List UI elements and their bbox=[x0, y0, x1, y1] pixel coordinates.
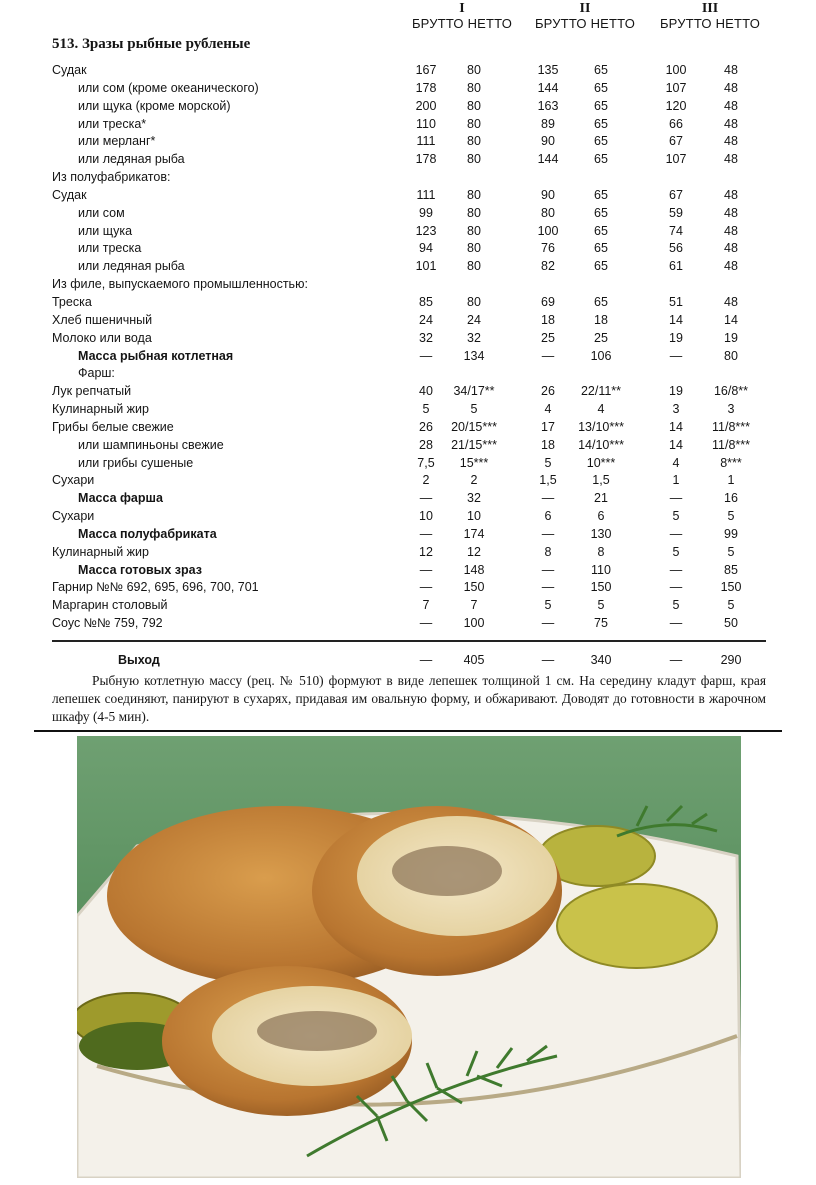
ingredient-value: 100 bbox=[537, 223, 559, 238]
table-row bbox=[0, 508, 816, 526]
yield-value: 405 bbox=[463, 653, 485, 667]
ingredient-value: — bbox=[419, 580, 433, 595]
yield-value: — bbox=[419, 653, 433, 667]
ingredient-name: Молоко или вода bbox=[52, 330, 152, 345]
table-row bbox=[0, 490, 816, 508]
ingredient-name: Соус №№ 759, 792 bbox=[52, 616, 163, 631]
ingredient-value: 123 bbox=[415, 223, 437, 238]
yield-row bbox=[0, 650, 816, 670]
ingredient-value: 5 bbox=[672, 509, 680, 524]
ingredient-value: 48 bbox=[724, 80, 738, 95]
ingredient-value: 66 bbox=[669, 116, 683, 131]
ingredient-value: 80 bbox=[467, 187, 481, 202]
ingredient-value: 7 bbox=[422, 598, 430, 613]
ingredient-value: 2 bbox=[470, 473, 478, 488]
ingredient-value: 111 bbox=[416, 134, 436, 149]
ingredient-value: 111 bbox=[416, 187, 436, 202]
ingredient-name: Из полуфабрикатов: bbox=[52, 170, 171, 185]
ingredient-value: 24 bbox=[419, 312, 433, 327]
yield-value: — bbox=[669, 653, 683, 667]
ingredient-value: 150 bbox=[720, 580, 742, 595]
ingredient-value: 4 bbox=[597, 402, 605, 417]
ingredient-value: 3 bbox=[672, 402, 680, 417]
ingredient-value: 65 bbox=[594, 152, 608, 167]
ingredient-value: 80 bbox=[541, 205, 555, 220]
ingredient-value: 5 bbox=[470, 402, 478, 417]
ingredient-value: 80 bbox=[467, 80, 481, 95]
table-row bbox=[0, 133, 816, 151]
ingredient-value: 74 bbox=[669, 223, 683, 238]
ingredient-value: 26 bbox=[419, 419, 433, 434]
divider bbox=[34, 730, 782, 732]
ingredient-value: — bbox=[669, 491, 683, 506]
ingredient-value: 94 bbox=[419, 241, 433, 256]
table-row bbox=[0, 455, 816, 473]
table-row bbox=[0, 294, 816, 312]
ingredient-name: или треска* bbox=[78, 116, 147, 131]
ingredient-name: или сом bbox=[78, 205, 125, 220]
table-row bbox=[0, 526, 816, 544]
ingredient-name: Треска bbox=[52, 294, 92, 309]
ingredient-value: 65 bbox=[594, 187, 608, 202]
ingredient-value: 8 bbox=[544, 544, 552, 559]
ingredient-value: — bbox=[419, 616, 433, 631]
ingredient-value: 110 bbox=[591, 562, 611, 577]
ingredient-value: — bbox=[669, 562, 683, 577]
ingredient-value: 25 bbox=[594, 330, 608, 345]
ingredient-value: 80 bbox=[467, 205, 481, 220]
ingredient-value: 48 bbox=[724, 223, 738, 238]
ingredient-value: 80 bbox=[467, 259, 481, 274]
ingredient-value: 80 bbox=[467, 63, 481, 77]
ingredient-value: 101 bbox=[415, 259, 437, 274]
table-row bbox=[0, 312, 816, 330]
ingredient-name: или щука bbox=[78, 223, 133, 238]
ingredient-value: 100 bbox=[665, 63, 687, 77]
table-row bbox=[0, 205, 816, 223]
table-row bbox=[0, 419, 816, 437]
ingredient-value: — bbox=[669, 348, 683, 363]
ingredient-value: 85 bbox=[724, 562, 738, 577]
ingredient-value: — bbox=[419, 526, 433, 541]
table-row bbox=[0, 62, 816, 80]
ingredient-value: 19 bbox=[724, 330, 738, 345]
ingredient-value: 90 bbox=[541, 134, 555, 149]
ingredient-value: 178 bbox=[415, 80, 437, 95]
ingredient-name: Гарнир №№ 692, 695, 696, 700, 701 bbox=[52, 580, 259, 595]
ingredient-value: 24 bbox=[467, 312, 481, 327]
ingredient-value: 5 bbox=[544, 455, 552, 470]
ingredient-value: 48 bbox=[724, 152, 738, 167]
ingredient-value: 90 bbox=[541, 187, 555, 202]
ingredient-value: 5 bbox=[672, 598, 680, 613]
ingredient-value: 10 bbox=[467, 509, 481, 524]
ingredient-value: 14 bbox=[669, 312, 683, 327]
ingredient-value: 34/17** bbox=[453, 384, 495, 399]
ingredient-value: 48 bbox=[724, 134, 738, 149]
pickle-slice bbox=[557, 884, 717, 968]
ingredient-value: 76 bbox=[541, 241, 555, 256]
ingredient-value: 65 bbox=[594, 80, 608, 95]
ingredient-value: 17 bbox=[541, 419, 555, 434]
ingredient-value: 13/10*** bbox=[578, 419, 624, 434]
ingredient-value: 7 bbox=[470, 598, 478, 613]
ingredient-value: — bbox=[541, 348, 555, 363]
ingredient-value: 148 bbox=[463, 562, 485, 577]
table-row bbox=[0, 401, 816, 419]
ingredient-name: Фарш: bbox=[78, 366, 115, 381]
ingredient-value: 99 bbox=[419, 205, 433, 220]
yield-value: — bbox=[541, 653, 555, 667]
ingredient-value: 22/11** bbox=[580, 384, 622, 399]
ingredient-value: 65 bbox=[594, 223, 608, 238]
ingredient-name: или ледяная рыба bbox=[78, 259, 185, 274]
ingredient-value: 21 bbox=[594, 491, 608, 506]
table-row bbox=[0, 116, 816, 134]
ingredient-value: 65 bbox=[594, 205, 608, 220]
ingredient-value: 48 bbox=[724, 259, 738, 274]
mushroom-filling bbox=[392, 846, 502, 896]
ingredient-value: 85 bbox=[419, 294, 433, 309]
ingredient-value: 1,5 bbox=[592, 473, 610, 488]
ingredient-name: Лук репчатый bbox=[52, 384, 132, 399]
ingredient-value: 65 bbox=[594, 241, 608, 256]
table-row bbox=[0, 615, 816, 633]
ingredient-value: 40 bbox=[419, 384, 433, 399]
table-row bbox=[0, 544, 816, 562]
column-group-1 bbox=[397, 0, 527, 32]
ingredient-value: 48 bbox=[724, 241, 738, 256]
ingredient-value: 135 bbox=[537, 63, 559, 77]
column-subheaders: БРУТТО НЕТТО bbox=[411, 16, 513, 31]
ingredient-value: 75 bbox=[594, 616, 608, 631]
ingredient-value: 80 bbox=[467, 294, 481, 309]
ingredient-value: 14 bbox=[669, 437, 683, 452]
column-subheaders: БРУТТО НЕТТО bbox=[659, 16, 761, 31]
ingredient-value: 65 bbox=[594, 259, 608, 274]
ingredient-value: 80 bbox=[467, 241, 481, 256]
ingredient-value: 80 bbox=[467, 98, 481, 113]
table-row bbox=[0, 98, 816, 116]
ingredient-name: Масса рыбная котлетная bbox=[78, 348, 234, 363]
ingredient-value: 28 bbox=[419, 437, 433, 452]
ingredient-value: — bbox=[669, 526, 683, 541]
ingredient-value: — bbox=[419, 562, 433, 577]
ingredient-value: 2 bbox=[422, 473, 430, 488]
ingredient-value: 48 bbox=[724, 63, 738, 77]
ingredient-value: 1,5 bbox=[539, 473, 557, 488]
ingredient-value: — bbox=[541, 526, 555, 541]
ingredient-name: или сом (кроме океанического) bbox=[78, 80, 259, 95]
ingredient-name: Хлеб пшеничный bbox=[52, 312, 153, 327]
ingredient-value: 19 bbox=[669, 330, 683, 345]
ingredient-name: Масса готовых зраз bbox=[78, 562, 202, 577]
ingredient-value: 65 bbox=[594, 98, 608, 113]
table-row bbox=[0, 562, 816, 580]
ingredient-value: 19 bbox=[669, 384, 683, 399]
ingredient-name: или треска bbox=[78, 241, 142, 256]
ingredient-value: 174 bbox=[463, 526, 485, 541]
table-row bbox=[0, 437, 816, 455]
table-row bbox=[0, 223, 816, 241]
column-subheaders: БРУТТО НЕТТО bbox=[534, 16, 636, 31]
ingredient-value: 67 bbox=[669, 134, 683, 149]
ingredient-value: 16 bbox=[724, 491, 738, 506]
ingredient-value: 50 bbox=[724, 616, 738, 631]
yield-value: 340 bbox=[590, 653, 612, 667]
ingredient-value: 48 bbox=[724, 187, 738, 202]
table-row bbox=[0, 151, 816, 169]
ingredient-name: Судак bbox=[52, 63, 87, 77]
ingredient-value: 48 bbox=[724, 294, 738, 309]
ingredient-value: 51 bbox=[669, 294, 683, 309]
ingredient-value: 56 bbox=[669, 241, 683, 256]
ingredient-value: 18 bbox=[541, 437, 555, 452]
ingredients-table bbox=[0, 62, 816, 633]
ingredient-value: 80 bbox=[467, 152, 481, 167]
ingredient-value: 5 bbox=[727, 598, 735, 613]
ingredient-value: 59 bbox=[669, 205, 683, 220]
ingredient-name: Кулинарный жир bbox=[52, 544, 149, 559]
ingredient-value: 11/8*** bbox=[712, 419, 750, 434]
ingredient-value: 134 bbox=[463, 348, 485, 363]
table-row bbox=[0, 276, 816, 294]
table-row bbox=[0, 579, 816, 597]
ingredient-value: 130 bbox=[590, 526, 612, 541]
ingredient-value: 48 bbox=[724, 116, 738, 131]
column-group-3 bbox=[645, 0, 775, 32]
dish-photo bbox=[77, 736, 741, 1178]
ingredient-value: 12 bbox=[419, 544, 433, 559]
table-row bbox=[0, 597, 816, 615]
table-row bbox=[0, 472, 816, 490]
ingredient-value: 144 bbox=[537, 80, 559, 95]
ingredient-value: 67 bbox=[669, 187, 683, 202]
ingredient-value: 10 bbox=[419, 509, 433, 524]
ingredient-value: 6 bbox=[544, 509, 552, 524]
ingredient-value: 48 bbox=[724, 98, 738, 113]
ingredient-name: или мерланг* bbox=[78, 134, 156, 149]
ingredient-value: 5 bbox=[727, 544, 735, 559]
ingredient-value: 80 bbox=[467, 223, 481, 238]
ingredient-value: 32 bbox=[467, 491, 481, 506]
dish-illustration bbox=[77, 736, 741, 1178]
table-row bbox=[0, 348, 816, 366]
ingredient-name: Сухари bbox=[52, 509, 95, 524]
table-row bbox=[0, 365, 816, 383]
ingredient-value: 7,5 bbox=[417, 455, 435, 470]
ingredient-name: Масса полуфабриката bbox=[78, 526, 217, 541]
ingredient-value: 12 bbox=[467, 544, 481, 559]
column-numeral: II bbox=[579, 1, 591, 16]
ingredient-name: или шампиньоны свежие bbox=[78, 437, 224, 452]
ingredient-name: Масса фарша bbox=[78, 491, 163, 506]
ingredient-value: 14 bbox=[669, 419, 683, 434]
recipe-title: 513. Зразы рыбные рубленые bbox=[52, 36, 251, 52]
table-row bbox=[0, 383, 816, 401]
ingredient-value: 4 bbox=[544, 402, 552, 417]
ingredient-name: или грибы сушеные bbox=[78, 455, 194, 470]
ingredient-name: Кулинарный жир bbox=[52, 402, 149, 417]
ingredient-value: 65 bbox=[594, 294, 608, 309]
ingredient-value: 65 bbox=[594, 116, 608, 131]
column-numeral: III bbox=[701, 1, 719, 16]
ingredient-value: — bbox=[541, 580, 555, 595]
ingredient-value: 16/8** bbox=[713, 384, 749, 399]
ingredient-value: 8*** bbox=[720, 455, 742, 470]
table-row bbox=[0, 169, 816, 187]
ingredient-name: или ледяная рыба bbox=[78, 152, 185, 167]
column-numeral: I bbox=[459, 1, 465, 16]
ingredient-name: Из филе, выпускаемого промышленностью: bbox=[52, 277, 308, 292]
ingredient-name: или щука (кроме морской) bbox=[78, 98, 231, 113]
table-row bbox=[0, 80, 816, 98]
ingredient-value: 18 bbox=[594, 312, 608, 327]
table-header bbox=[0, 0, 816, 60]
ingredient-value: 18 bbox=[541, 312, 555, 327]
column-group-2 bbox=[520, 0, 650, 32]
ingredient-value: 65 bbox=[594, 134, 608, 149]
ingredient-value: 48 bbox=[724, 205, 738, 220]
table-row bbox=[0, 187, 816, 205]
ingredient-value: 80 bbox=[467, 116, 481, 131]
preparation-note: Рыбную котлетную массу (рец. № 510) формуют в виде лепешек толщиной 1 см. На середину кладут фарш, края лепешек соединяют, панируют в сухарях, придавая им овальную форму, и обжаривают. Доводят до готовности в жарочном шкафу (4-5 мин). bbox=[52, 673, 766, 724]
ingredient-value: 106 bbox=[590, 348, 612, 363]
ingredient-value: 61 bbox=[669, 259, 683, 274]
ingredient-value: 32 bbox=[419, 330, 433, 345]
ingredient-value: 5 bbox=[672, 544, 680, 559]
ingredient-value: 32 bbox=[467, 330, 481, 345]
ingredient-value: 14 bbox=[724, 312, 738, 327]
ingredient-name: Судак bbox=[52, 187, 87, 202]
ingredient-value: — bbox=[541, 562, 555, 577]
ingredient-name: Маргарин столовый bbox=[52, 598, 168, 613]
ingredient-value: 99 bbox=[724, 526, 738, 541]
ingredient-value: — bbox=[669, 580, 683, 595]
ingredient-value: 80 bbox=[467, 134, 481, 149]
ingredient-value: 150 bbox=[590, 580, 612, 595]
ingredient-value: 20/15*** bbox=[451, 419, 497, 434]
ingredient-value: 200 bbox=[415, 98, 437, 113]
ingredient-value: 144 bbox=[537, 152, 559, 167]
ingredient-value: — bbox=[419, 491, 433, 506]
ingredient-name: Сухари bbox=[52, 473, 95, 488]
ingredient-value: 5 bbox=[727, 509, 735, 524]
ingredient-value: 69 bbox=[541, 294, 555, 309]
table-row bbox=[0, 330, 816, 348]
table-row bbox=[0, 240, 816, 258]
ingredient-value: — bbox=[419, 348, 433, 363]
ingredient-value: 4 bbox=[672, 455, 680, 470]
ingredient-value: 25 bbox=[541, 330, 555, 345]
ingredient-value: 163 bbox=[537, 98, 559, 113]
yield-label: Выход bbox=[118, 653, 160, 667]
ingredient-value: 1 bbox=[727, 473, 735, 488]
ingredient-value: — bbox=[669, 616, 683, 631]
ingredient-value: 107 bbox=[665, 152, 687, 167]
yield-value: 290 bbox=[720, 653, 742, 667]
ingredient-value: 26 bbox=[541, 384, 555, 399]
ingredient-value: 1 bbox=[672, 473, 680, 488]
ingredient-value: 89 bbox=[541, 116, 555, 131]
ingredient-value: 80 bbox=[724, 348, 738, 363]
ingredient-value: — bbox=[541, 616, 555, 631]
ingredient-value: 14/10*** bbox=[578, 437, 624, 452]
ingredient-value: 65 bbox=[594, 63, 608, 77]
ingredient-value: 82 bbox=[541, 259, 555, 274]
ingredient-value: 8 bbox=[597, 544, 605, 559]
table-row bbox=[0, 258, 816, 276]
divider bbox=[52, 640, 766, 642]
mushroom-filling bbox=[257, 1011, 377, 1051]
ingredient-value: 11/8*** bbox=[712, 437, 750, 452]
ingredient-value: 5 bbox=[544, 598, 552, 613]
ingredient-value: 107 bbox=[665, 80, 687, 95]
ingredient-value: 15*** bbox=[459, 455, 489, 470]
ingredient-value: 5 bbox=[597, 598, 605, 613]
ingredient-name: Грибы белые свежие bbox=[52, 419, 174, 434]
ingredient-value: 178 bbox=[415, 152, 437, 167]
ingredient-value: 120 bbox=[665, 98, 687, 113]
ingredient-value: 21/15*** bbox=[451, 437, 497, 452]
ingredient-value: 100 bbox=[463, 616, 485, 631]
ingredient-value: 110 bbox=[416, 116, 436, 131]
ingredient-value: 6 bbox=[597, 509, 605, 524]
ingredient-value: 5 bbox=[422, 402, 430, 417]
ingredient-value: 10*** bbox=[586, 455, 616, 470]
ingredient-value: — bbox=[541, 491, 555, 506]
ingredient-value: 150 bbox=[463, 580, 485, 595]
ingredient-value: 3 bbox=[727, 402, 735, 417]
ingredient-value: 167 bbox=[415, 63, 437, 77]
